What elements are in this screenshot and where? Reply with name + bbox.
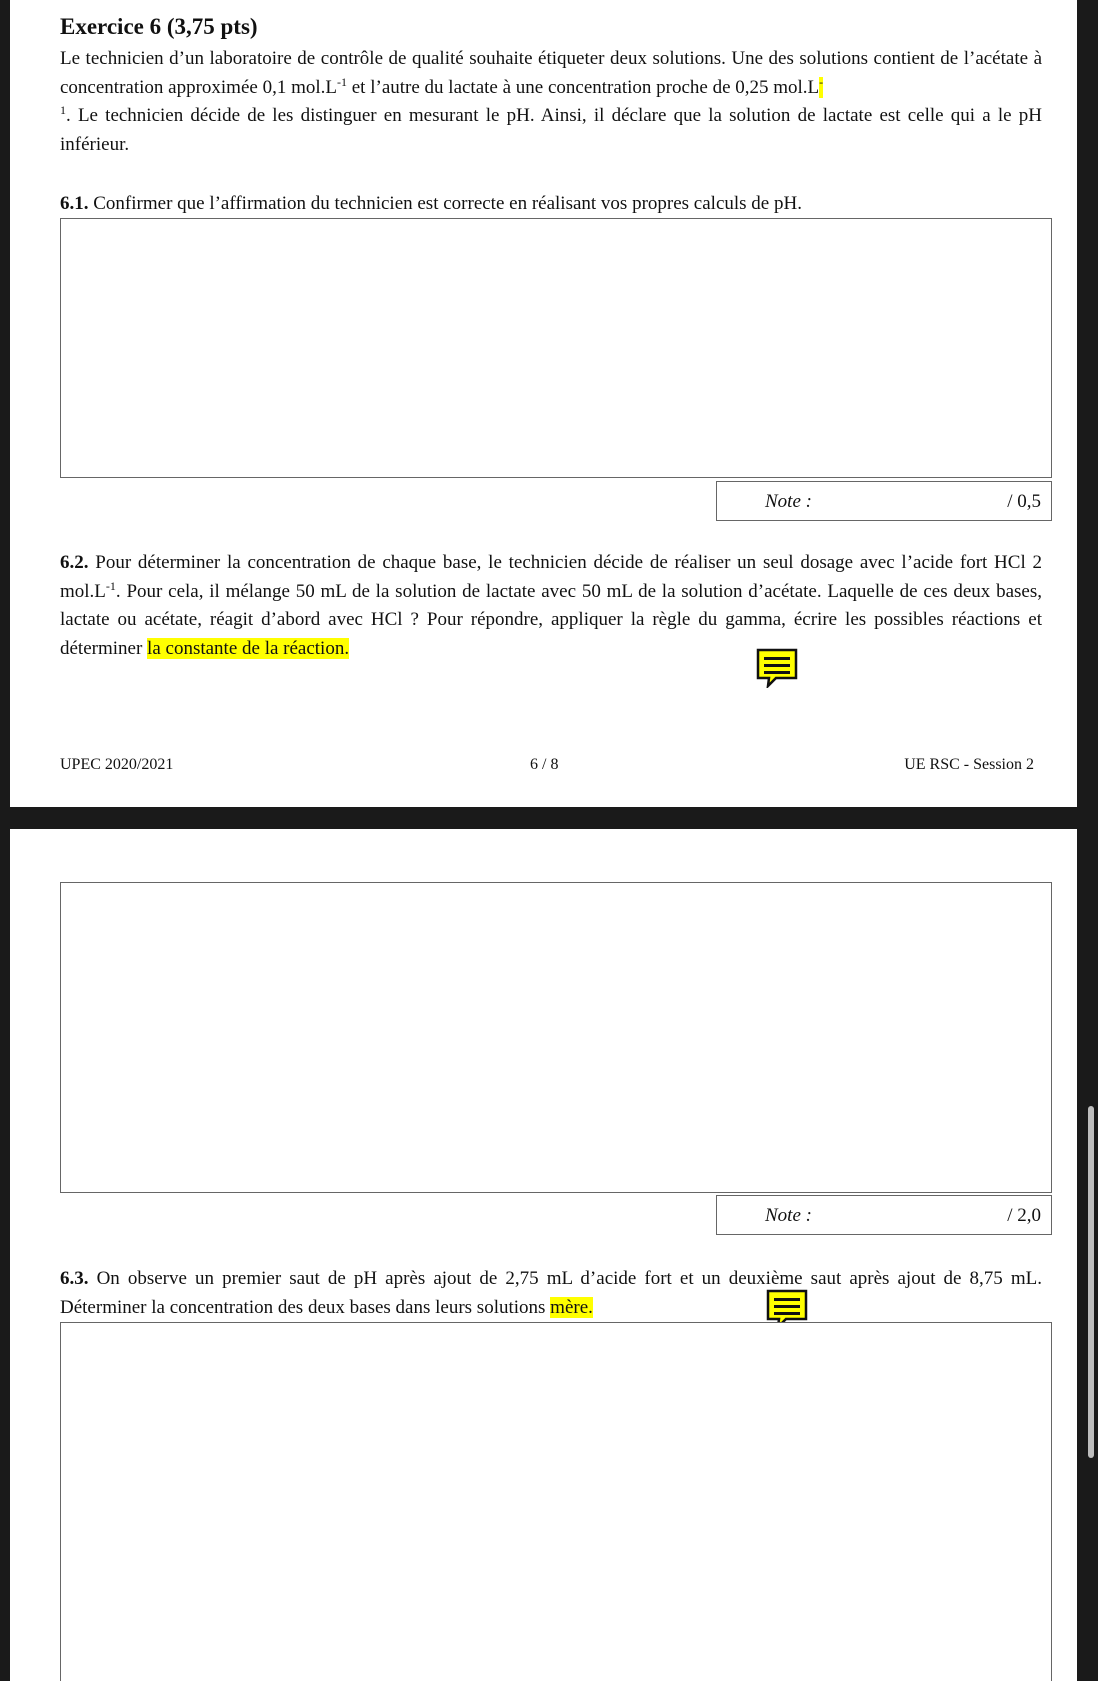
note-box-6-1 xyxy=(716,481,1052,521)
scrollbar-thumb[interactable] xyxy=(1088,1106,1094,1458)
question-6-3: 6.3. On observe un premier saut de pH après ajout de 2,75 mL d’acide fort et un deuxième saut après ajout de 8,75 mL. Déterminer la concentration des deux bases dans leurs solutions mère. xyxy=(60,1268,1042,1318)
comment-annotation-icon[interactable] xyxy=(756,648,798,688)
footer-page-number: 6 / 8 xyxy=(530,756,559,773)
exercise-title: Exercice 6 (3,75 pts) xyxy=(60,14,258,39)
answer-box-6-2[interactable] xyxy=(60,882,1052,1193)
footer-right: UE RSC - Session 2 xyxy=(904,756,1034,773)
note-score: / 2,0 xyxy=(1007,1205,1041,1226)
exercise-intro: Le technicien d’un laboratoire de contrôle de qualité souhaite étiqueter deux solutions. Une des solutions contient de l’acétate à concentration approximée 0,1 $mol.L^{-1}$ et l’autre du lactate à une concentration proche de 0,25 mol.L- $^1$. Le technicien décide de les distinguer en mesurant le pH. Ainsi, il déclare que la solution de lactate est celle qui a le pH inférieur. xyxy=(60,48,1042,155)
document-page-7 xyxy=(10,829,1077,1681)
note-label: Note : xyxy=(765,1205,812,1226)
note-label: Note : xyxy=(765,491,812,512)
footer-left: UPEC 2020/2021 xyxy=(60,756,174,773)
question-6-2: 6.2. Pour déterminer la concentration de chaque base, le technicien décide de réaliser un seul dosage avec l’acide fort HCl 2 $mol.L^{-1}$. Pour cela, il mélange 50 mL de la solution de lactate avec 50 mL de la solution d’acétate. Laquelle de ces deux bases, lactate ou acétate, réagit d’abord avec HCl ? Pour répondre, appliquer la règle du gamma, écrire les possibles réactions et déterminer la constante de la réaction. xyxy=(60,552,1042,659)
document-page-6 xyxy=(10,0,1077,807)
answer-box-6-1[interactable] xyxy=(60,218,1052,478)
highlighted-text[interactable]: la constante de la réaction. xyxy=(147,637,350,659)
highlighted-text[interactable]: mère. xyxy=(550,1296,593,1318)
answer-box-6-3[interactable] xyxy=(60,1322,1052,1681)
note-box-6-2 xyxy=(716,1195,1052,1235)
highlight-unit: - xyxy=(819,77,823,98)
question-6-1: 6.1. Confirmer que l’affirmation du technicien est correcte en réalisant vos propres calculs de pH. xyxy=(60,193,802,214)
note-score: / 0,5 xyxy=(1007,491,1041,512)
